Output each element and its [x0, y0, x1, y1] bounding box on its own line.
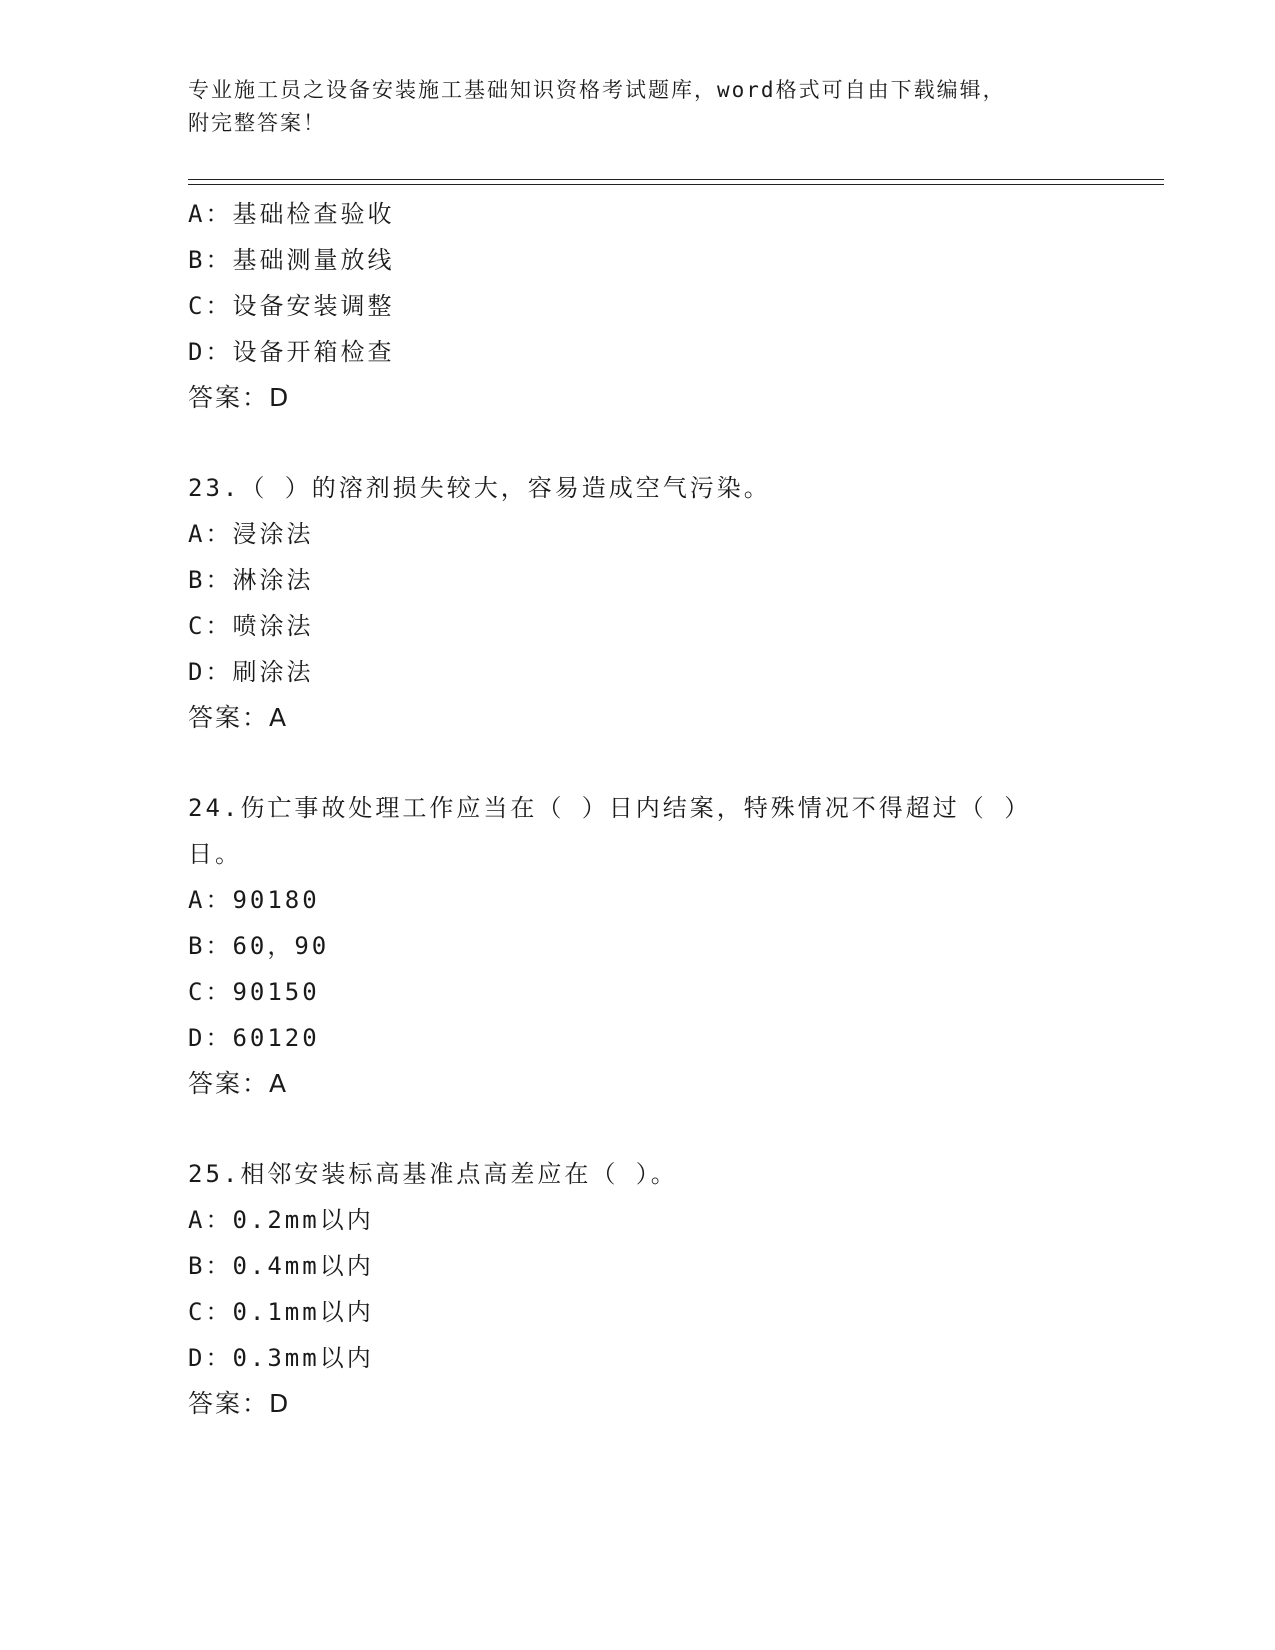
question-22	[188, 191, 1088, 421]
option-b: B：淋涂法	[188, 566, 314, 594]
question-spacer	[188, 741, 1088, 785]
option-d: D：0.3mm以内	[188, 1344, 374, 1372]
header-line-2: 附完整答案！	[188, 111, 326, 135]
answer-line: 答案：D	[188, 383, 291, 412]
option-a: A：90180	[188, 886, 320, 914]
answer-line: 答案：A	[188, 1069, 289, 1098]
option-a: A：0.2mm以内	[188, 1206, 374, 1234]
question-spacer	[188, 1107, 1088, 1151]
option-c: C：设备安装调整	[188, 292, 395, 320]
option-d: D：设备开箱检查	[188, 338, 395, 366]
option-c: C：0.1mm以内	[188, 1298, 374, 1326]
option-b: B：基础测量放线	[188, 246, 395, 274]
header-divider-top	[188, 179, 1164, 180]
question-stem: 24.伤亡事故处理工作应当在（ ）日内结案，特殊情况不得超过（ ）日。	[188, 794, 1032, 868]
option-c: C：喷涂法	[188, 612, 314, 640]
option-d: D：刷涂法	[188, 658, 314, 686]
question-stem: 25.相邻安装标高基准点高差应在（ ）。	[188, 1160, 678, 1188]
document-header	[188, 74, 1088, 140]
question-stem: 23.（ ）的溶剂损失较大，容易造成空气污染。	[188, 474, 771, 502]
header-line-1: 专业施工员之设备安装施工基础知识资格考试题库，word格式可自由下载编辑，	[188, 78, 1006, 102]
question-25	[188, 1151, 1088, 1427]
answer-line: 答案：A	[188, 703, 289, 732]
option-d: D：60120	[188, 1024, 320, 1052]
header-divider-bottom	[188, 184, 1164, 185]
option-b: B：60，90	[188, 932, 330, 960]
question-spacer	[188, 421, 1088, 465]
option-a: A：基础检查验收	[188, 200, 395, 228]
question-24	[188, 785, 1088, 1107]
answer-line: 答案：D	[188, 1389, 291, 1418]
option-b: B：0.4mm以内	[188, 1252, 374, 1280]
question-list	[188, 191, 1088, 1427]
option-c: C：90150	[188, 978, 320, 1006]
option-a: A：浸涂法	[188, 520, 314, 548]
question-23	[188, 465, 1088, 741]
